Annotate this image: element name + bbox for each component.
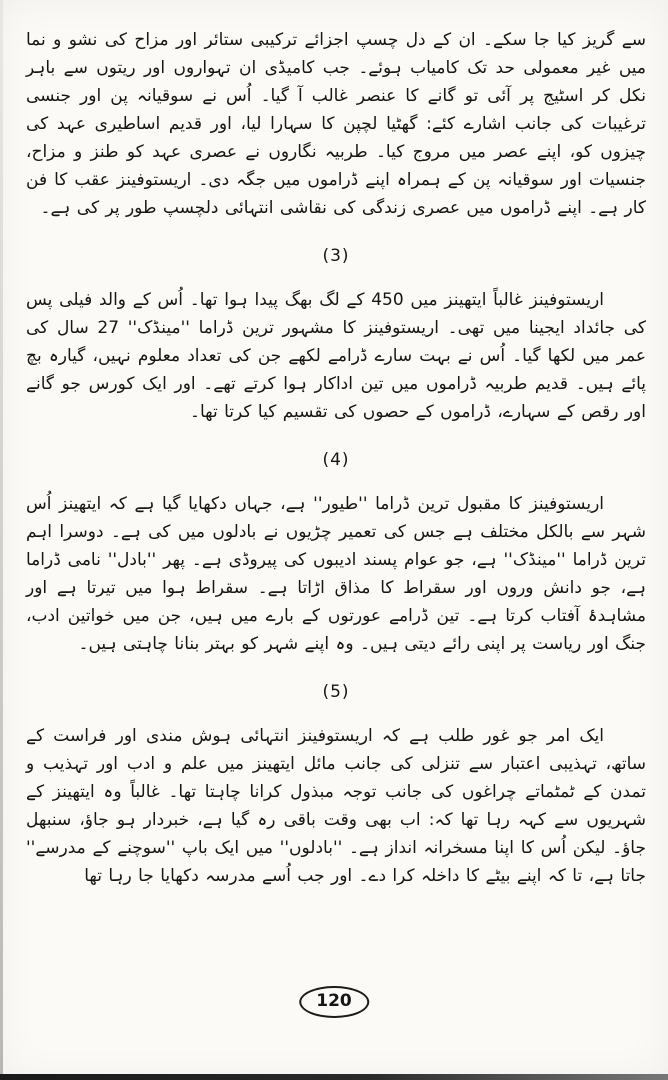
paragraph: سے گریز کیا جا سکے۔ ان کے دل چسپ اجزائے ترکیبی ستائر اور مزاح کی نشو و نما میں غیر معمولی حد تک کامیاب ہوئے۔ جب کامیڈی ان تہواروں اور ریتوں سے باہر نکل کر اسٹیج پر آئی تو گانے کا عنصر غالب آ گیا۔ اُس نے سوقیانہ پن اور جنسی ترغیبات کی جانب اشارے کئے: گھٹیا لچپن کا سہارا لیا، اور قدیم اساطیری عہد کی چیزوں کو، اپنے عصر میں مروج کیا۔ طربیہ نگاروں نے عصری عہد کو طنز و مزاح، جنسیات اور سوقیانہ پن کے ہمراہ اپنے ڈراموں میں جگہ دی۔ اریستوفینز عقب کا فن کار ہے۔ اپنے ڈراموں میں عصری زندگی کی نقاشی انتہائی دلچسپ طور پر کی ہے۔ (26, 30, 646, 218)
section-number: (5) (322, 682, 350, 702)
section-number: (4) (322, 450, 350, 470)
text-blocks (26, 26, 646, 890)
page-number: 120 (299, 986, 369, 1018)
paragraph: ایک امر جو غور طلب ہے کہ اریستوفینز انتہائی ہوش مندی اور فراست کے ساتھ، تہذیبی اعتبار سے تنزلی کی جانب مائل ایتھینز میں علم و ادب اور تہذیب و تمدن کے ٹمٹماتے چراغوں کی جانب توجہ مبذول کرانا چاہتا تھا۔ غالباً وہ ایتھینز کے شہریوں سے کہہ رہا تھا کہ: اب بھی وقت باقی رہ گیا ہے، خبردار ہو جاؤ، سنبھل جاؤ۔ لیکن اُس کا اپنا مسخرانہ انداز ہے۔ ''بادلوں'' میں ایک باپ ''سوچنے کے مدرسے'' جاتا ہے، تا کہ اپنے بیٹے کا داخلہ کرا دے۔ اور جب اُسے مدرسہ دکھایا جا رہا تھا (26, 726, 646, 886)
paragraph: اریستوفینز کا مقبول ترین ڈراما ''طیور'' ہے، جہاں دکھایا گیا ہے کہ ایتھینز اُس شہر سے بالکل مختلف ہے جس کی تعمیر چڑیوں نے بادلوں میں کی ہے۔ دوسرا اہم ترین ڈراما ''مینڈک'' ہے، جو عوام پسند ادیبوں کی پیروڈی ہے۔ پھر ''بادل'' نامی ڈراما ہے، جو دانش وروں اور سقراط کا مذاق اڑاتا ہے۔ سقراط ہوا میں تیرتا ہے اور مشاہدۂ آفتاب کرتا ہے۔ تین ڈرامے عورتوں کے بارے میں ہیں، جن میں خواتین ادب، جنگ اور ریاست پر اپنی رائے دیتی ہیں۔ وہ اپنے شہر کو بہتر بنانا چاہتی ہیں۔ (26, 494, 646, 654)
scan-edge-bottom (0, 1074, 668, 1080)
paragraph: اریستوفینز غالباً ایتھینز میں 450 کے لگ بھگ پیدا ہوا تھا۔ اُس کے والد فیلی پس کی جائداد ایجینا میں تھی۔ اریستوفینز کا مشہور ترین ڈراما ''مینڈک'' 27 سال کی عمر میں لکھا گیا۔ اُس نے بہت سارے ڈرامے لکھے جن کی تعداد معلوم نہیں، گیارہ بچ پائے ہیں۔ قدیم طربیہ ڈراموں میں تین اداکار ہوا کرتے تھے۔ اور ایک کورس جو گانے اور رقص کے سہارے، ڈراموں کے حصوں کی تقسیم کیا کرتا تھا۔ (26, 290, 646, 422)
section-number: (3) (322, 246, 350, 266)
scan-edge-left (0, 0, 3, 1080)
